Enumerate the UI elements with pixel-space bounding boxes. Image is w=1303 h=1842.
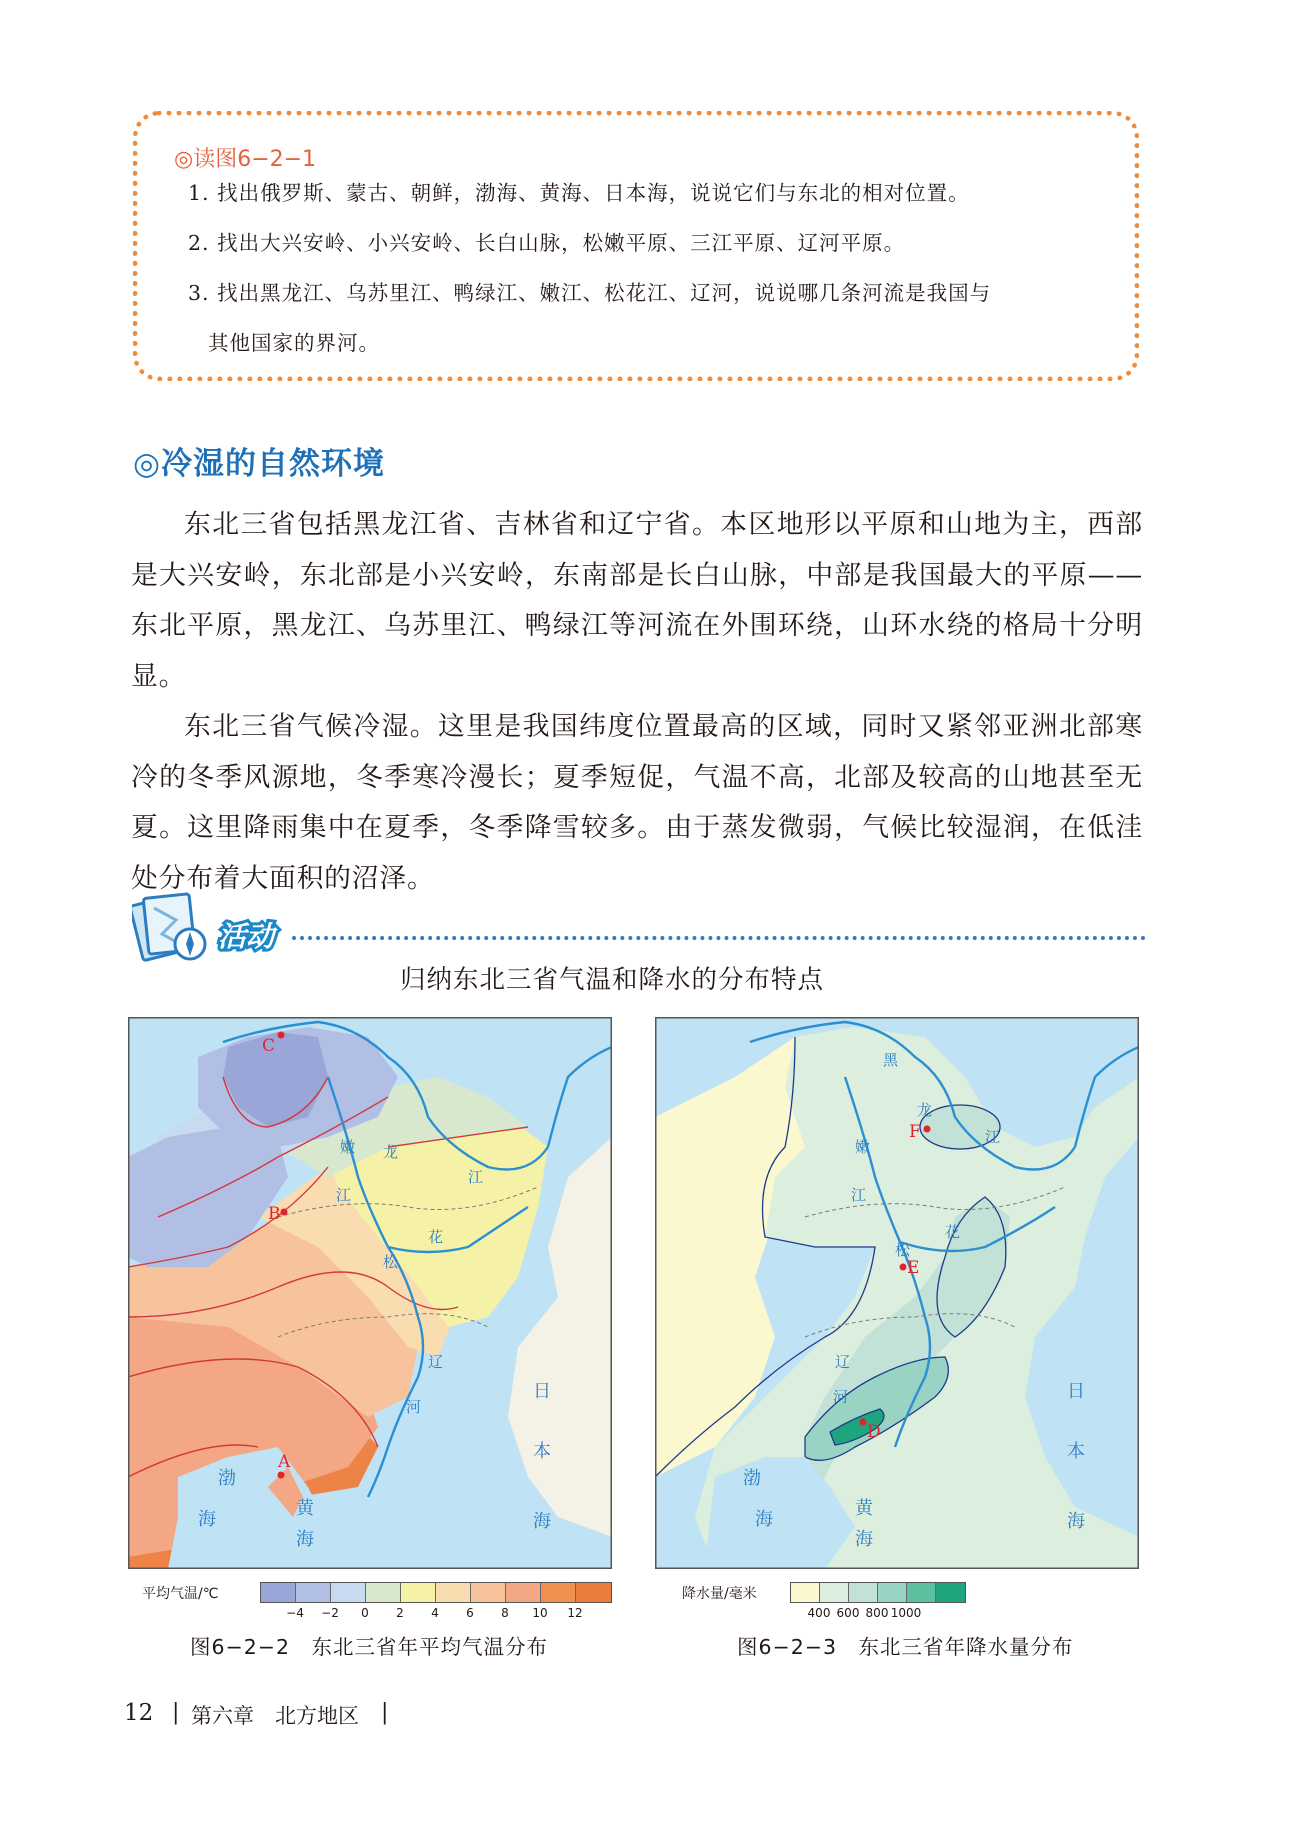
paragraph-climate: 东北三省气候冷湿。这里是我国纬度位置最高的区域，同时又紧邻亚洲北部寒冷的冬季风源地，冬季寒冷漫长；夏季短促，气温不高，北部及较高的山地甚至无夏。这里降雨集中在夏季，冬季降雪较多。由于蒸发微弱，气候比较湿润，在低洼处分布着大面积的沼泽。 bbox=[131, 711, 1143, 894]
reading-item-1: 1. 找出俄罗斯、蒙古、朝鲜，渤海、黄海、日本海，说说它们与东北的相对位置。 bbox=[188, 181, 970, 205]
legend-swatch bbox=[296, 1583, 331, 1602]
legend-tick: 800 bbox=[865, 1606, 889, 1620]
temp-legend-label: 平均气温/℃ bbox=[142, 1586, 219, 1602]
label-he: 河 bbox=[406, 1398, 422, 1416]
label-hai-2: 海 bbox=[296, 1529, 314, 1550]
label-jiang-2: 江 bbox=[336, 1186, 352, 1204]
legend-swatch bbox=[436, 1583, 471, 1602]
legend-swatch bbox=[849, 1583, 878, 1602]
footer-chapter: 第六章 北方地区 bbox=[191, 1704, 359, 1728]
label-hai-3-p: 海 bbox=[1067, 1511, 1085, 1532]
legend-tick: 400 bbox=[807, 1606, 831, 1620]
legend-swatch bbox=[401, 1583, 436, 1602]
point-d-label: D bbox=[867, 1422, 881, 1442]
map-compass-icon bbox=[132, 890, 218, 970]
label-bo: 渤 bbox=[218, 1468, 236, 1489]
footer-divider-right: | bbox=[381, 1700, 389, 1725]
temp-legend bbox=[260, 1582, 612, 1603]
legend-tick: 12 bbox=[567, 1606, 583, 1620]
legend-tick: 4 bbox=[431, 1606, 439, 1620]
label-hai-1-p: 海 bbox=[755, 1509, 773, 1530]
reading-box bbox=[133, 111, 1139, 381]
label-ri: 日 bbox=[533, 1381, 551, 1402]
legend-swatch bbox=[471, 1583, 506, 1602]
legend-swatch bbox=[936, 1583, 965, 1602]
legend-tick: 0 bbox=[361, 1606, 369, 1620]
label-hai-1: 海 bbox=[198, 1509, 216, 1530]
label-jiang: 江 bbox=[468, 1168, 484, 1186]
legend-tick: −2 bbox=[321, 1606, 339, 1620]
legend-swatch bbox=[541, 1583, 576, 1602]
precip-legend bbox=[790, 1582, 966, 1603]
legend-tick: 6 bbox=[466, 1606, 474, 1620]
legend-swatch bbox=[576, 1583, 611, 1602]
point-f-label: F bbox=[909, 1122, 921, 1142]
legend-tick: −4 bbox=[286, 1606, 304, 1620]
label-song: 松 bbox=[383, 1253, 399, 1271]
label-long-p: 龙 bbox=[917, 1101, 933, 1119]
label-jiang-p: 江 bbox=[985, 1128, 1001, 1146]
label-hai-3: 海 bbox=[533, 1511, 551, 1532]
temperature-map bbox=[128, 1017, 612, 1569]
label-song-p: 松 bbox=[895, 1241, 911, 1259]
legend-swatch bbox=[331, 1583, 366, 1602]
activity-title: 归纳东北三省气温和降水的分布特点 bbox=[400, 965, 825, 995]
label-hei-p: 黑 bbox=[883, 1051, 899, 1069]
label-huang-p: 黄 bbox=[855, 1498, 873, 1519]
legend-swatch bbox=[366, 1583, 401, 1602]
legend-swatch bbox=[261, 1583, 296, 1602]
point-e-label: E bbox=[907, 1258, 920, 1278]
footer-divider-left: | bbox=[172, 1700, 180, 1725]
label-ben-p: 本 bbox=[1067, 1441, 1085, 1462]
point-c-label: C bbox=[262, 1036, 276, 1056]
legend-swatch bbox=[907, 1583, 936, 1602]
paragraph-terrain: 东北三省包括黑龙江省、吉林省和辽宁省。本区地形以平原和山地为主，西部是大兴安岭，东北部是小兴安岭，东南部是长白山脉，中部是我国最大的平原——东北平原，黑龙江、乌苏里江、鸭绿江等河流在外围环绕，山环水绕的格局十分明显。 bbox=[131, 509, 1143, 692]
label-he-p: 河 bbox=[833, 1388, 849, 1406]
activity-divider bbox=[292, 936, 1146, 940]
label-liao-p: 辽 bbox=[835, 1353, 851, 1371]
label-jiang-2-p: 江 bbox=[851, 1186, 867, 1204]
page-number: 12 bbox=[124, 1700, 154, 1726]
label-hua-p: 花 bbox=[945, 1223, 961, 1241]
legend-tick: 10 bbox=[532, 1606, 548, 1620]
label-long: 龙 bbox=[383, 1143, 399, 1161]
precipitation-map bbox=[655, 1017, 1139, 1569]
reading-item-3: 3. 找出黑龙江、乌苏里江、鸭绿江、嫩江、松花江、辽河，说说哪几条河流是我国与 bbox=[188, 281, 992, 305]
point-b-label: B bbox=[268, 1204, 281, 1224]
reading-item-2: 2. 找出大兴安岭、小兴安岭、长白山脉，松嫩平原、三江平原、辽河平原。 bbox=[188, 231, 906, 255]
label-liao: 辽 bbox=[428, 1353, 444, 1371]
point-a-label: A bbox=[278, 1452, 291, 1472]
reading-box-title: ◎读图6−2−1 bbox=[174, 147, 317, 172]
label-ri-p: 日 bbox=[1067, 1381, 1085, 1402]
legend-tick: 1000 bbox=[890, 1606, 922, 1620]
label-bo-p: 渤 bbox=[743, 1468, 761, 1489]
caption-precipitation: 图6−2−3 东北三省年降水量分布 bbox=[737, 1635, 1074, 1659]
label-ben: 本 bbox=[533, 1441, 551, 1462]
section-title: ◎冷湿的自然环境 bbox=[133, 446, 386, 482]
precip-legend-label: 降水量/毫米 bbox=[682, 1586, 757, 1602]
label-huang: 黄 bbox=[296, 1498, 314, 1519]
legend-tick: 8 bbox=[501, 1606, 509, 1620]
caption-temperature: 图6−2−2 东北三省年平均气温分布 bbox=[190, 1635, 548, 1659]
label-hua: 花 bbox=[428, 1228, 444, 1246]
label-nen: 嫩 bbox=[340, 1138, 356, 1156]
legend-tick: 2 bbox=[396, 1606, 404, 1620]
activity-label: 活动 bbox=[218, 920, 275, 953]
legend-swatch bbox=[878, 1583, 907, 1602]
legend-tick: 600 bbox=[836, 1606, 860, 1620]
legend-swatch bbox=[820, 1583, 849, 1602]
legend-swatch bbox=[791, 1583, 820, 1602]
reading-item-3-cont: 其他国家的界河。 bbox=[208, 331, 380, 355]
label-nen-p: 嫩 bbox=[855, 1138, 871, 1156]
label-hai-2-p: 海 bbox=[855, 1529, 873, 1550]
legend-swatch bbox=[506, 1583, 541, 1602]
